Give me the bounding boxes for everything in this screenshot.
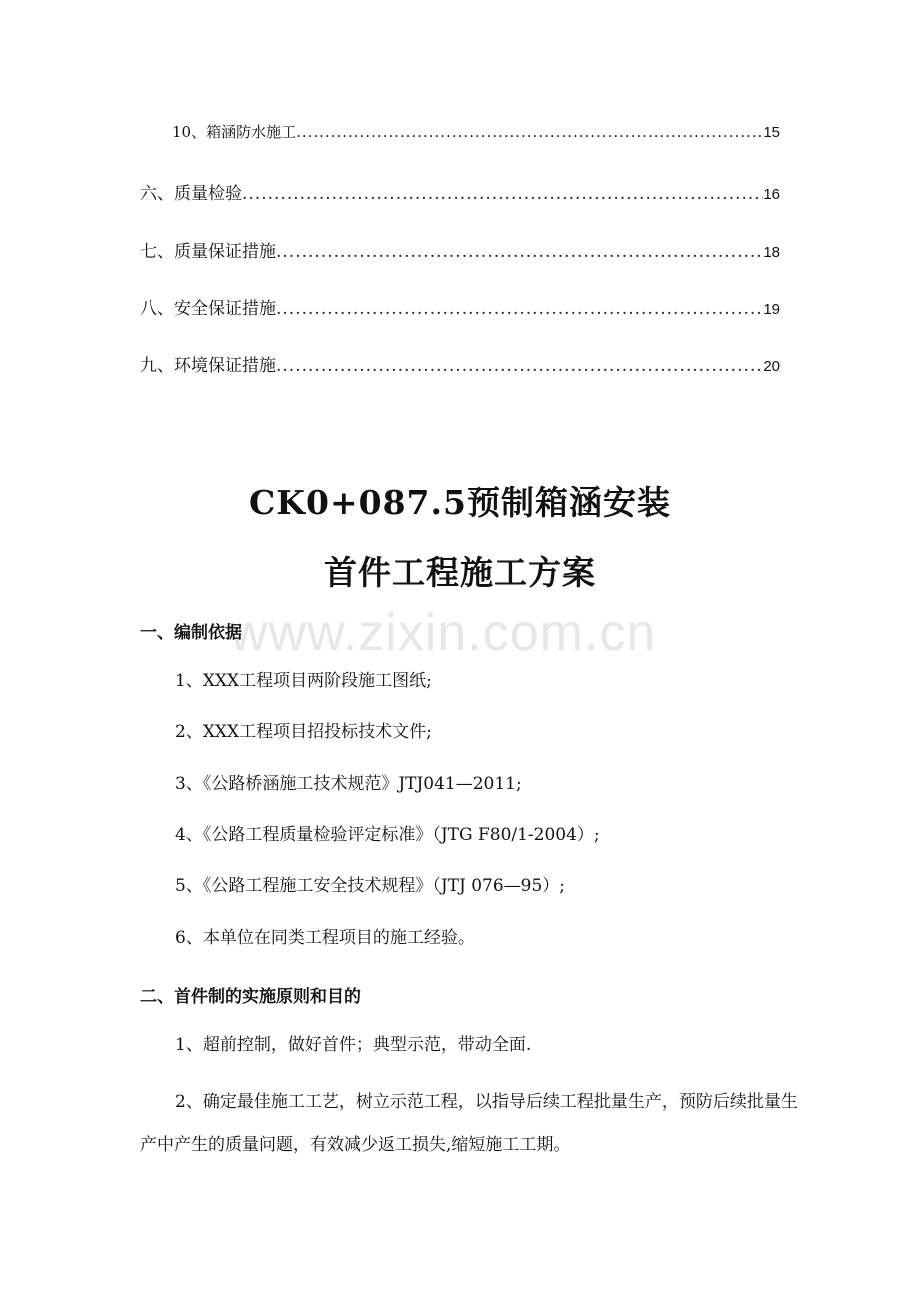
paragraph: 1、XXX工程项目两阶段施工图纸; <box>175 671 432 691</box>
toc-item-label: 六、质量检验 <box>140 184 242 204</box>
section-heading: 一、编制依据 <box>140 623 242 643</box>
toc-item-page: 20 <box>763 358 780 375</box>
toc-item-page: 16 <box>763 186 780 203</box>
toc-sub-item[interactable] <box>172 121 780 142</box>
toc-item[interactable] <box>140 179 780 204</box>
paragraph: 3、《公路桥涵施工技术规范》JTJ041—2011; <box>175 774 522 794</box>
toc-item-label: 九、环境保证措施 <box>140 356 276 376</box>
toc-item[interactable] <box>140 351 780 376</box>
paragraph: 2、确定最佳施工工艺，树立示范工程，以指导后续工程批量生产，预防后续批量生产中产生的质量问题，有效减少返工损失,缩短施工工期。 <box>140 1092 798 1155</box>
paragraph: 6、本单位在同类工程项目的施工经验。 <box>175 928 475 948</box>
toc-item-page: 15 <box>763 124 780 141</box>
toc-leader-dots <box>276 356 763 376</box>
paragraph: 4、《公路工程质量检验评定标准》（JTG F80/1-2004）; <box>175 825 600 845</box>
toc-item-label: 10、箱涵防水施工 <box>172 123 297 141</box>
paragraph: 5、《公路工程施工安全技术规程》（JTJ 076—95）; <box>175 876 565 896</box>
toc-item-page: 19 <box>763 301 780 318</box>
paragraph: 1、超前控制，做好首件；典型示范，带动全面. <box>175 1035 532 1055</box>
toc-leader-dots <box>276 242 763 262</box>
document-title: CK0+087.5预制箱涵安装 <box>249 483 671 522</box>
toc-item[interactable] <box>140 294 780 319</box>
paragraph: 2、XXX工程项目招投标技术文件; <box>175 722 432 742</box>
toc-item-label: 七、质量保证措施 <box>140 242 276 262</box>
document-subtitle: 首件工程施工方案 <box>324 553 596 592</box>
section-heading: 二、首件制的实施原则和目的 <box>140 987 361 1007</box>
toc-item-page: 18 <box>763 244 780 261</box>
watermark: www.zixin.com.cn <box>230 604 657 662</box>
toc-leader-dots <box>296 123 763 141</box>
toc-leader-dots <box>276 299 763 319</box>
toc-leader-dots <box>242 184 763 204</box>
toc-item-label: 八、安全保证措施 <box>140 299 276 319</box>
toc-item[interactable] <box>140 237 780 262</box>
